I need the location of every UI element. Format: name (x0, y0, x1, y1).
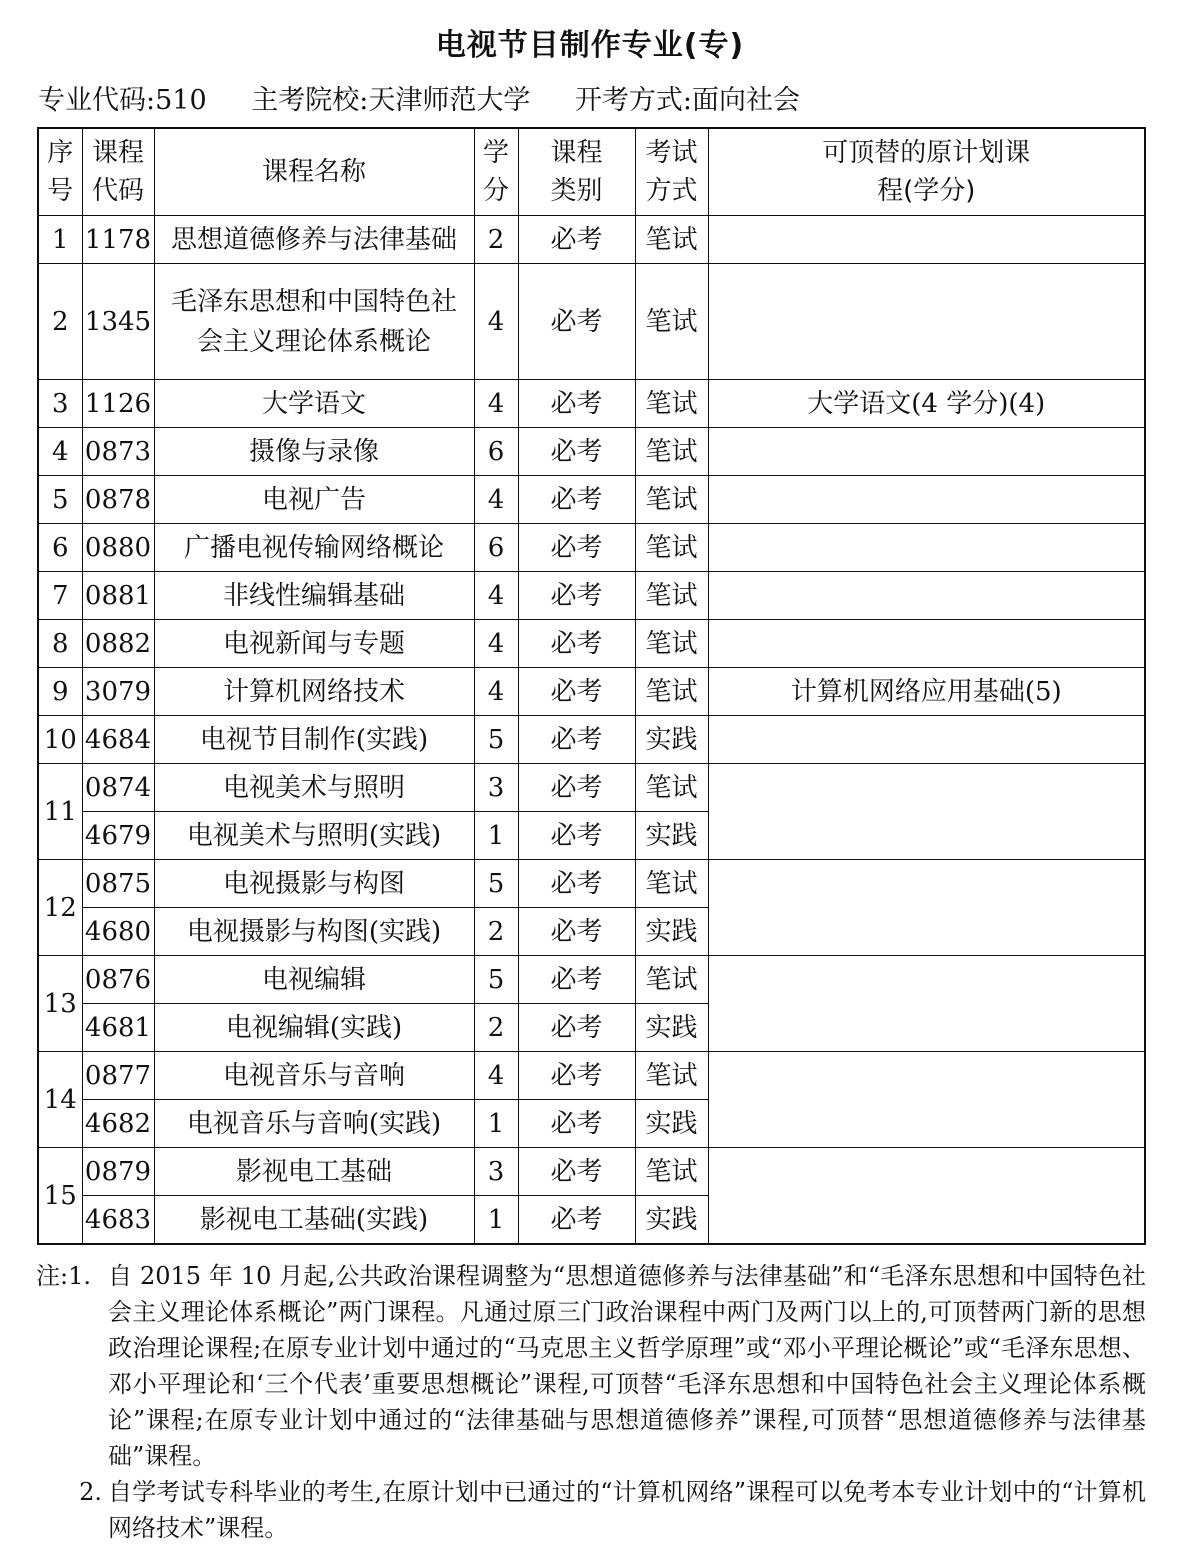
cell-name: 电视节目制作(实践) (154, 716, 474, 764)
cell-name: 非线性编辑基础 (154, 572, 474, 620)
cell-type: 必考 (518, 620, 635, 668)
header-replace: 可顶替的原计划课程(学分) (708, 128, 1145, 216)
cell-credit: 6 (474, 428, 518, 476)
cell-name: 电视广告 (154, 476, 474, 524)
cell-exam: 笔试 (635, 524, 708, 572)
cell-replace (708, 716, 1145, 764)
cell-exam: 笔试 (635, 380, 708, 428)
table-row (38, 380, 1145, 428)
cell-exam: 笔试 (635, 264, 708, 380)
cell-seq: 3 (38, 380, 82, 428)
cell-exam: 笔试 (635, 216, 708, 264)
cell-replace: 大学语文(4 学分)(4) (708, 380, 1145, 428)
cell-replace (708, 764, 1145, 860)
cell-credit: 4 (474, 620, 518, 668)
header-code: 课程代码 (82, 128, 154, 216)
table-row (38, 764, 1145, 812)
cell-replace (708, 1052, 1145, 1148)
cell-credit: 5 (474, 956, 518, 1004)
cell-code: 4680 (82, 908, 154, 956)
cell-exam: 笔试 (635, 428, 708, 476)
cell-type: 必考 (518, 216, 635, 264)
cell-exam: 笔试 (635, 956, 708, 1004)
cell-code: 1345 (82, 264, 154, 380)
cell-code: 1178 (82, 216, 154, 264)
cell-exam: 实践 (635, 1100, 708, 1148)
cell-type: 必考 (518, 572, 635, 620)
header-seq: 序号 (38, 128, 82, 216)
cell-credit: 2 (474, 908, 518, 956)
cell-replace (708, 572, 1145, 620)
table-row (38, 620, 1145, 668)
cell-seq: 10 (38, 716, 82, 764)
cell-exam: 笔试 (635, 668, 708, 716)
cell-seq: 15 (38, 1148, 82, 1245)
cell-replace (708, 860, 1145, 956)
cell-replace (708, 428, 1145, 476)
cell-exam: 实践 (635, 1004, 708, 1052)
cell-replace (708, 476, 1145, 524)
cell-code: 0879 (82, 1148, 154, 1196)
cell-seq: 13 (38, 956, 82, 1052)
cell-type: 必考 (518, 1148, 635, 1196)
cell-exam: 笔试 (635, 1052, 708, 1100)
cell-credit: 1 (474, 812, 518, 860)
table-row (38, 1148, 1145, 1196)
cell-name: 电视新闻与专题 (154, 620, 474, 668)
cell-exam: 笔试 (635, 1148, 708, 1196)
note-item (36, 1474, 1146, 1546)
major-info (38, 78, 836, 117)
cell-type: 必考 (518, 476, 635, 524)
cell-code: 0878 (82, 476, 154, 524)
cell-seq: 9 (38, 668, 82, 716)
course-table (37, 127, 1146, 1245)
cell-seq: 11 (38, 764, 82, 860)
cell-code: 0876 (82, 956, 154, 1004)
note-text: 自学考试专科毕业的考生,在原计划中已通过的“计算机网络”课程可以免考本专业计划中的“计算机网络技术”课程。 (108, 1478, 1146, 1542)
cell-code: 0873 (82, 428, 154, 476)
cell-exam: 实践 (635, 908, 708, 956)
cell-type: 必考 (518, 956, 635, 1004)
exam-mode: 开考方式:面向社会 (574, 85, 801, 116)
table-row (38, 216, 1145, 264)
cell-code: 3079 (82, 668, 154, 716)
cell-replace: 计算机网络应用基础(5) (708, 668, 1145, 716)
cell-seq: 1 (38, 216, 82, 264)
cell-exam: 笔试 (635, 572, 708, 620)
table-row (38, 524, 1145, 572)
cell-type: 必考 (518, 812, 635, 860)
note-num: 1. (68, 1262, 91, 1290)
cell-name: 大学语文 (154, 380, 474, 428)
cell-credit: 4 (474, 476, 518, 524)
cell-name: 电视摄影与构图(实践) (154, 908, 474, 956)
cell-credit: 1 (474, 1196, 518, 1245)
page-title: 电视节目制作专业(专) (435, 28, 745, 63)
cell-seq: 7 (38, 572, 82, 620)
cell-name: 计算机网络技术 (154, 668, 474, 716)
cell-credit: 5 (474, 716, 518, 764)
table-header (38, 128, 1145, 216)
cell-credit: 4 (474, 380, 518, 428)
cell-type: 必考 (518, 716, 635, 764)
cell-code: 4682 (82, 1100, 154, 1148)
cell-credit: 4 (474, 572, 518, 620)
table-row (38, 716, 1145, 764)
cell-code: 0881 (82, 572, 154, 620)
cell-credit: 4 (474, 1052, 518, 1100)
cell-name: 电视摄影与构图 (154, 860, 474, 908)
note-number (36, 1474, 108, 1546)
cell-seq: 8 (38, 620, 82, 668)
cell-credit: 4 (474, 264, 518, 380)
table-row (38, 860, 1145, 908)
notes-prefix: 注: (36, 1262, 69, 1290)
cell-name: 电视美术与照明 (154, 764, 474, 812)
cell-exam: 实践 (635, 1196, 708, 1245)
cell-exam: 实践 (635, 716, 708, 764)
header-name: 课程名称 (154, 128, 474, 216)
table-row (38, 264, 1145, 380)
cell-code: 0875 (82, 860, 154, 908)
cell-type: 必考 (518, 764, 635, 812)
cell-credit: 1 (474, 1100, 518, 1148)
cell-credit: 5 (474, 860, 518, 908)
cell-name: 影视电工基础(实践) (154, 1196, 474, 1245)
table-row (38, 428, 1145, 476)
major-code: 专业代码:510 (38, 85, 207, 116)
cell-credit: 3 (474, 1148, 518, 1196)
cell-type: 必考 (518, 428, 635, 476)
table-row (38, 956, 1145, 1004)
cell-code: 4679 (82, 812, 154, 860)
cell-type: 必考 (518, 264, 635, 380)
cell-name: 电视音乐与音响(实践) (154, 1100, 474, 1148)
note-text: 自 2015 年 10 月起,公共政治课程调整为“思想道德修养与法律基础”和“毛泽东思想和中国特色社会主义理论体系概论”两门课程。凡通过原三门政治课程中两门及两门以上的,可顶替两门新的思想政治理论课程;在原专业计划中通过的“马克思主义哲学原理”或“邓小平理论概论”或“毛泽东思想、邓小平理论和‘三个代表’重要思想概论”课程,可顶替“毛泽东思想和中国特色社会主义理论体系概论”课程;在原专业计划中通过的“法律基础与思想道德修养”课程,可顶替“思想道德修养与法律基础”课程。 (108, 1262, 1146, 1470)
note-number (36, 1258, 108, 1474)
cell-type: 必考 (518, 1100, 635, 1148)
cell-replace (708, 264, 1145, 380)
cell-exam: 笔试 (635, 764, 708, 812)
cell-type: 必考 (518, 1196, 635, 1245)
cell-type: 必考 (518, 524, 635, 572)
cell-type: 必考 (518, 380, 635, 428)
host-school: 主考院校:天津师范大学 (251, 85, 531, 116)
cell-type: 必考 (518, 668, 635, 716)
cell-name: 广播电视传输网络概论 (154, 524, 474, 572)
cell-exam: 笔试 (635, 476, 708, 524)
notes (36, 1258, 1146, 1546)
cell-name: 毛泽东思想和中国特色社会主义理论体系概论 (154, 264, 474, 380)
cell-name: 思想道德修养与法律基础 (154, 216, 474, 264)
cell-code: 0874 (82, 764, 154, 812)
cell-seq: 14 (38, 1052, 82, 1148)
cell-seq: 6 (38, 524, 82, 572)
cell-credit: 3 (474, 764, 518, 812)
table-row (38, 668, 1145, 716)
note-num: 2. (79, 1478, 102, 1506)
note-item (36, 1258, 1146, 1474)
cell-name: 电视编辑 (154, 956, 474, 1004)
cell-seq: 12 (38, 860, 82, 956)
cell-type: 必考 (518, 1004, 635, 1052)
cell-code: 4684 (82, 716, 154, 764)
cell-replace (708, 216, 1145, 264)
header-credit: 学分 (474, 128, 518, 216)
cell-seq: 4 (38, 428, 82, 476)
cell-code: 0882 (82, 620, 154, 668)
cell-exam: 笔试 (635, 620, 708, 668)
cell-type: 必考 (518, 1052, 635, 1100)
cell-seq: 5 (38, 476, 82, 524)
cell-replace (708, 524, 1145, 572)
cell-code: 0880 (82, 524, 154, 572)
cell-code: 1126 (82, 380, 154, 428)
cell-code: 0877 (82, 1052, 154, 1100)
cell-exam: 实践 (635, 812, 708, 860)
table-row (38, 572, 1145, 620)
cell-name: 电视音乐与音响 (154, 1052, 474, 1100)
cell-replace (708, 620, 1145, 668)
header-exam: 考试方式 (635, 128, 708, 216)
cell-credit: 6 (474, 524, 518, 572)
cell-name: 摄像与录像 (154, 428, 474, 476)
cell-seq: 2 (38, 264, 82, 380)
header-type: 课程类别 (518, 128, 635, 216)
cell-code: 4683 (82, 1196, 154, 1245)
cell-credit: 4 (474, 668, 518, 716)
cell-exam: 笔试 (635, 860, 708, 908)
cell-code: 4681 (82, 1004, 154, 1052)
cell-type: 必考 (518, 908, 635, 956)
cell-name: 影视电工基础 (154, 1148, 474, 1196)
cell-credit: 2 (474, 1004, 518, 1052)
table-row (38, 1052, 1145, 1100)
cell-name: 电视美术与照明(实践) (154, 812, 474, 860)
cell-credit: 2 (474, 216, 518, 264)
table-row (38, 476, 1145, 524)
cell-name: 电视编辑(实践) (154, 1004, 474, 1052)
cell-replace (708, 956, 1145, 1052)
cell-type: 必考 (518, 860, 635, 908)
cell-replace (708, 1148, 1145, 1245)
